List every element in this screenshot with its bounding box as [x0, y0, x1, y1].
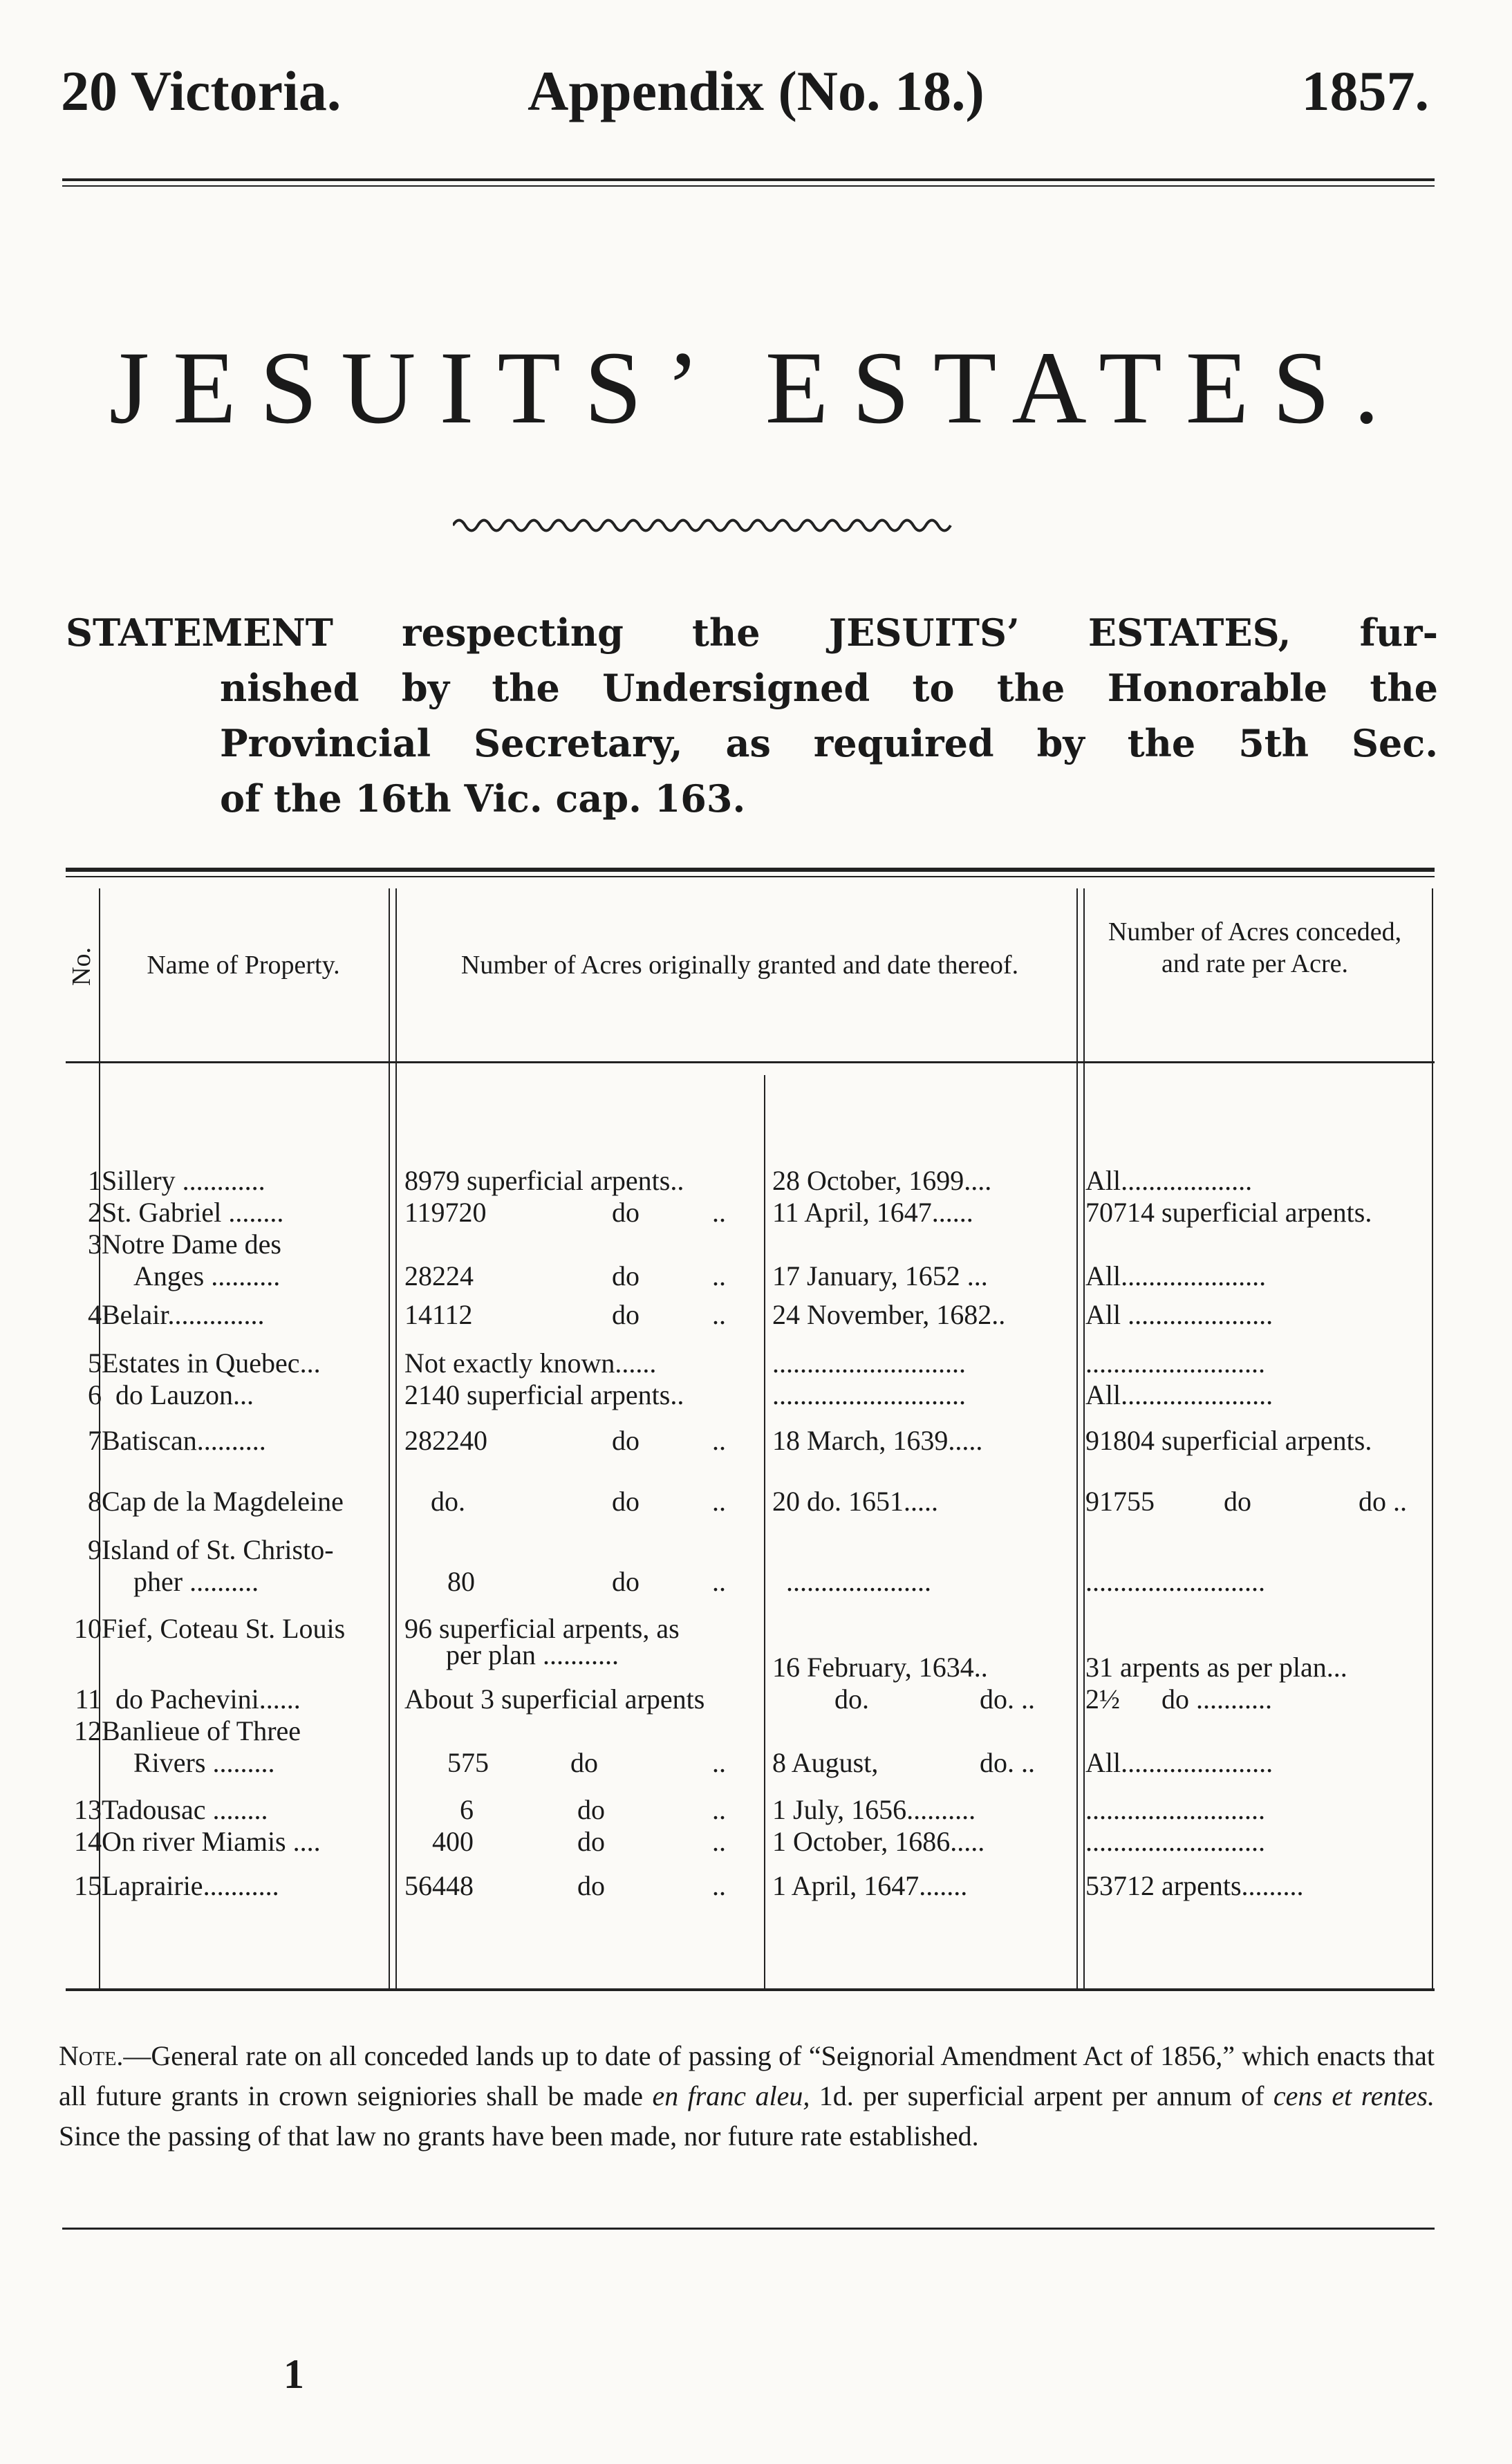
footer-rule	[62, 2228, 1435, 2230]
note-label: Note.	[59, 2040, 124, 2071]
row-date: ............................	[772, 1379, 966, 1410]
col-divider-date	[764, 1075, 765, 1991]
row-date: 1 July, 1656..........	[772, 1794, 976, 1825]
row-no: 11	[75, 1683, 102, 1715]
header-no: No.	[67, 947, 96, 986]
row-conceded: 2½ do ...........	[1085, 1683, 1272, 1715]
row-acres: About 3 superficial arpents	[404, 1683, 705, 1715]
row-no: 6	[88, 1379, 102, 1410]
row-name: Batiscan..........	[102, 1425, 266, 1456]
row-conceded: ..........................	[1085, 1826, 1265, 1857]
row-no: 1	[88, 1165, 102, 1196]
note-italic-2: cens et rentes.	[1273, 2080, 1435, 2111]
row-no: 2	[88, 1197, 102, 1228]
statement-line-4: of the 16th Vic. cap. 163.	[220, 776, 746, 821]
row-conceded: ..........................	[1085, 1794, 1265, 1825]
wavy-divider	[453, 512, 958, 539]
statement-line-2: nished by the Undersigned to the Honorable the	[220, 666, 1438, 710]
col-divider-acres	[1076, 888, 1085, 1991]
row-name: Notre Dame des	[102, 1229, 281, 1260]
row-conceded: 70714 superficial arpents.	[1085, 1197, 1372, 1228]
row-acres: 28224 do ..	[404, 1260, 726, 1291]
header-rule-thin	[62, 185, 1435, 187]
row-acres: 282240 do ..	[404, 1425, 726, 1456]
header-acres: Number of Acres originally granted and date thereof.	[460, 951, 1019, 980]
row-no: 3	[88, 1229, 102, 1260]
header-rule	[62, 178, 1435, 181]
page-title: JESUITS’ ESTATES.	[109, 330, 1403, 445]
row-acres: 8979 superficial arpents..	[404, 1165, 684, 1196]
row-acres: Not exactly known......	[404, 1347, 657, 1379]
row-name: Belair..............	[102, 1299, 265, 1330]
row-name: Fief, Coteau St. Louis	[102, 1613, 346, 1644]
statement	[66, 605, 1438, 826]
statement-line-1: STATEMENT respecting the JESUITS’ ESTATES, fur-	[66, 610, 1438, 655]
row-date: 17 January, 1652 ...	[772, 1260, 988, 1291]
row-name-cont: Rivers .........	[133, 1747, 275, 1778]
row-name: St. Gabriel ........	[102, 1197, 284, 1228]
table-top-rule	[66, 868, 1435, 872]
table-header-rule	[66, 1061, 1435, 1063]
row-conceded: 91755 do do ..	[1085, 1486, 1407, 1517]
row-no: 14	[74, 1826, 102, 1857]
row-date: 20 do. 1651.....	[772, 1486, 938, 1517]
row-acres: do. do ..	[431, 1486, 726, 1517]
row-no: 5	[88, 1347, 102, 1379]
row-name: Banlieue of Three	[102, 1715, 301, 1746]
header-conceded: Number of Acres conceded, and rate per Acre.	[1108, 917, 1402, 978]
row-conceded: 31 arpents as per plan...	[1085, 1652, 1347, 1683]
row-conceded: All......................	[1085, 1747, 1273, 1778]
row-date: 1 October, 1686.....	[772, 1826, 985, 1857]
row-name-cont: Anges ..........	[133, 1260, 281, 1291]
note-text-1: —General rate on all conceded lands up to date of passing of “Seignorial Amendment Act of 1856,” which enacts that all future grants in crown seigniories shall be made	[59, 2040, 1435, 2111]
table-bottom-rule	[66, 1988, 1435, 1991]
col-divider-right	[1432, 888, 1433, 1991]
note-text-3: Since the passing of that law no grants have been made, nor future rate established.	[59, 2120, 979, 2152]
row-name: Island of St. Christo-	[102, 1534, 334, 1565]
row-no: 7	[88, 1425, 102, 1456]
row-acres: 96 superficial arpents, as	[404, 1613, 680, 1644]
row-conceded: 91804 superficial arpents.	[1085, 1425, 1372, 1456]
row-name: do Lauzon...	[115, 1379, 254, 1410]
row-acres: 56448 do ..	[404, 1870, 726, 1901]
row-conceded: All......................	[1085, 1379, 1273, 1410]
row-name: Estates in Quebec...	[102, 1347, 321, 1379]
row-name: On river Miamis ....	[102, 1826, 321, 1857]
row-name: Cap de la Magdeleine	[102, 1486, 344, 1517]
footnote	[59, 2036, 1435, 2156]
row-acres: 575 do ..	[447, 1747, 726, 1778]
note-text-2: 1d. per superficial arpent per annum of	[810, 2080, 1273, 2111]
row-acres: 14112 do ..	[404, 1299, 726, 1330]
row-name-cont: pher ..........	[133, 1566, 259, 1597]
row-no: 8	[88, 1486, 102, 1517]
row-acres: 400 do ..	[432, 1826, 726, 1857]
row-date: 28 October, 1699....	[772, 1165, 992, 1196]
note-italic-1: en franc aleu,	[652, 2080, 810, 2111]
col-divider-name	[389, 888, 397, 1991]
row-name: Laprairie...........	[102, 1870, 279, 1901]
row-date: 8 August, do. ..	[772, 1747, 1035, 1778]
row-no: 10	[74, 1613, 102, 1644]
row-acres: 6 do ..	[460, 1794, 726, 1825]
row-date: .....................	[772, 1566, 931, 1597]
row-no: 15	[74, 1870, 102, 1901]
row-date: 11 April, 1647......	[772, 1197, 973, 1228]
row-conceded: ..........................	[1085, 1347, 1265, 1379]
row-conceded: All .....................	[1085, 1299, 1273, 1330]
row-acres: 119720 do ..	[404, 1197, 726, 1228]
row-acres-cont: per plan ...........	[446, 1639, 619, 1670]
table-top-rule-thin	[66, 876, 1435, 877]
row-date: ............................	[772, 1347, 966, 1379]
page-number: 1	[283, 2351, 304, 2397]
row-conceded: ..........................	[1085, 1566, 1265, 1597]
row-date: do. do. ..	[834, 1683, 1035, 1715]
statement-line-3: Provincial Secretary, as required by the 5th Sec.	[220, 721, 1438, 765]
header-center: Appendix (No. 18.)	[528, 59, 984, 122]
row-name: Tadousac ........	[102, 1794, 268, 1825]
row-date: 24 November, 1682..	[772, 1299, 1006, 1330]
estates-table	[66, 868, 1435, 1991]
row-conceded: 53712 arpents.........	[1085, 1870, 1304, 1901]
row-name: do Pachevini......	[115, 1683, 301, 1715]
row-conceded: All.....................	[1085, 1260, 1267, 1291]
row-no: 13	[74, 1794, 102, 1825]
row-no: 4	[88, 1299, 102, 1330]
header-right: 1857.	[1301, 59, 1429, 122]
row-conceded: All...................	[1085, 1165, 1253, 1196]
header-left: 20 Victoria.	[61, 59, 342, 122]
row-no: 9	[88, 1534, 102, 1565]
row-date: 16 February, 1634..	[772, 1652, 988, 1683]
row-acres: 2140 superficial arpents..	[404, 1379, 684, 1410]
header-name: Name of Property.	[147, 951, 340, 980]
row-date: 1 April, 1647.......	[772, 1870, 968, 1901]
row-date: 18 March, 1639.....	[772, 1425, 983, 1456]
row-acres: 80 do ..	[447, 1566, 726, 1597]
row-name: Sillery ............	[102, 1165, 265, 1196]
row-no: 12	[74, 1715, 102, 1746]
